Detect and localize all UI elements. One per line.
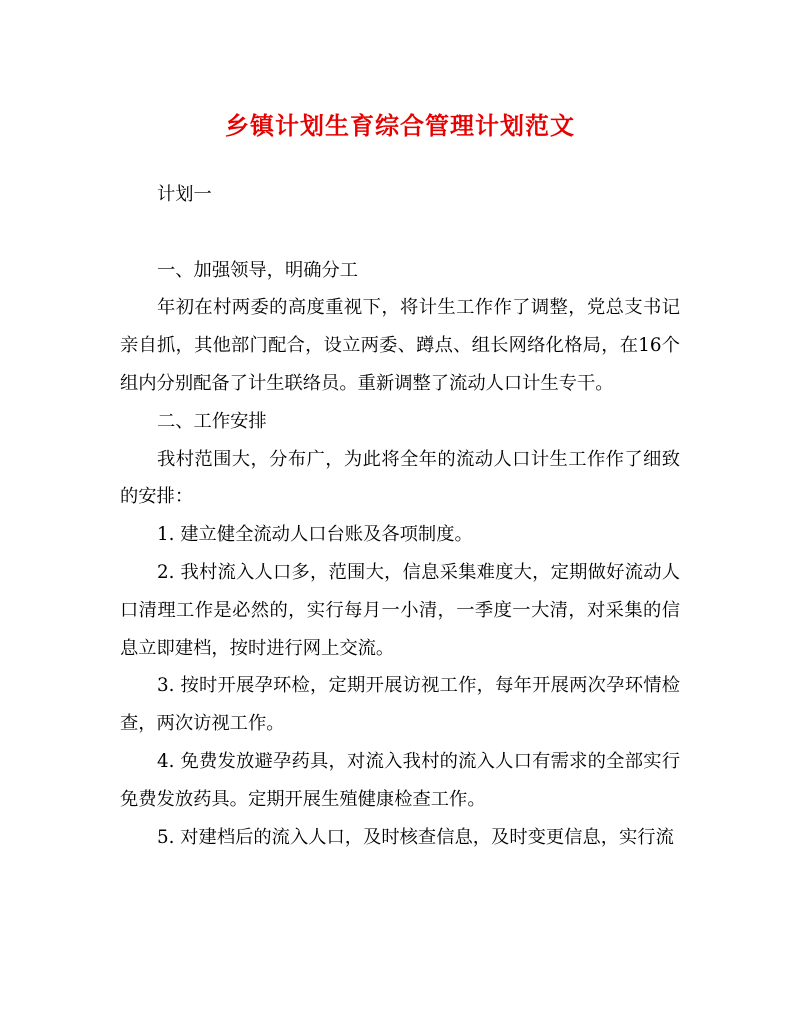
section-heading-plan-one: 计划一 bbox=[157, 184, 212, 205]
document-body bbox=[120, 176, 680, 856]
paragraph-arrangement-intro: 我村范围大，分布广，为此将全年的流动人口计生工作作了细致的安排： bbox=[120, 448, 680, 508]
paragraph-leadership: 年初在村两委的高度重视下，将计生工作作了调整，党总支书记亲自抓，其他部门配合，设立两委、蹲点、组长网络化格局，在16个组内分别配备了计生联络员。重新调整了流动人口计生专干。 bbox=[120, 297, 680, 394]
list-item-1: 1. 建立健全流动人口台账及各项制度。 bbox=[157, 524, 473, 546]
blank-line bbox=[120, 214, 680, 252]
list-item-5: 5. 对建档后的流入人口，及时核查信息，及时变更信息，实行流 bbox=[157, 826, 674, 848]
list-item-3: 3. 按时开展孕环检，定期开展访视工作，每年开展两次孕环情检查，两次访视工作。 bbox=[120, 675, 680, 735]
section-heading-leadership: 一、加强领导，明确分工 bbox=[157, 259, 359, 281]
document-title: 乡镇计划生育综合管理计划范文 bbox=[225, 112, 575, 140]
list-item-4: 4. 免费发放避孕药具，对流入我村的流入人口有需求的全部实行免费发放药具。定期开展生殖健康检查工作。 bbox=[120, 750, 680, 810]
section-heading-work-arrangement: 二、工作安排 bbox=[157, 410, 267, 432]
list-item-2: 2. 我村流入人口多，范围大，信息采集难度大，定期做好流动人口清理工作是必然的，实行每月一小清，一季度一大清，对采集的信息立即建档，按时进行网上交流。 bbox=[120, 561, 680, 659]
